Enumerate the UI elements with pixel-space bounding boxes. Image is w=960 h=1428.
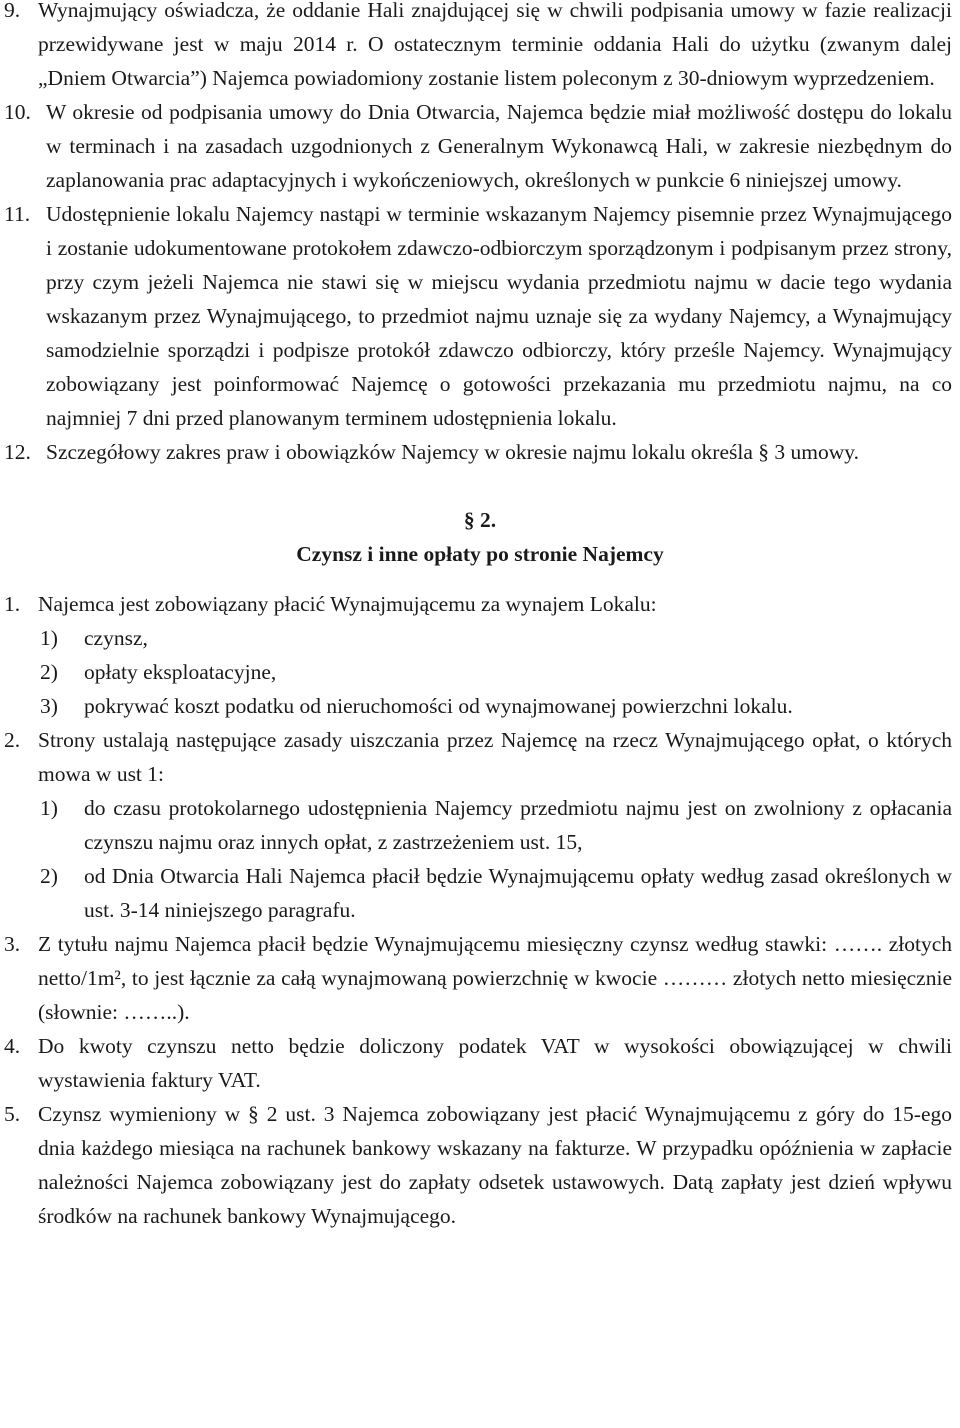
paragraph-10 (4, 95, 952, 197)
paragraph-text: Z tytułu najmu Najemca płacił będzie Wynajmującemu miesięczny czynsz według stawki: ……. złotych netto/1m², to jest łącznie za całą wynajmowaną powierzchnię w kwocie ……… złotych netto miesięcznie (słownie: ……..). (38, 932, 952, 1024)
paragraph-3 (4, 927, 952, 1029)
paragraph-text: Wynajmujący oświadcza, że oddanie Hali znajdującej się w chwili podpisania umowy w fazie realizacji przewidywane jest w maju 2014 r. O ostatecznym terminie oddania Hali do użytku (zwanym dalej „Dniem Otwarcia”) Najemca powiadomiony zostanie listem poleconym z 30-dniowym wyprzedzeniem. (38, 0, 952, 90)
paragraph-number: 11. (4, 202, 31, 226)
paragraph-text: Strony ustalają następujące zasady uiszczania przez Najemcę na rzecz Wynajmującego opłat, o których mowa w ust 1: (38, 728, 952, 786)
paragraph-number: 10. (4, 100, 31, 124)
list-item-number: 1) (40, 796, 58, 820)
paragraph-text: Do kwoty czynszu netto będzie doliczony podatek VAT w wysokości obowiązującej w chwili wystawienia faktury VAT. (38, 1034, 952, 1092)
section-title: Czynsz i inne opłaty po stronie Najemcy (296, 542, 664, 566)
paragraph-number: 9. (4, 0, 21, 22)
paragraph-1 (4, 587, 952, 621)
list-item-text: czynsz, (84, 626, 148, 650)
paragraph-9 (4, 0, 952, 95)
paragraph-12 (4, 435, 952, 469)
paragraph-text: Najemca jest zobowiązany płacić Wynajmującemu za wynajem Lokalu: (38, 592, 657, 616)
paragraph-text: Czynsz wymieniony w § 2 ust. 3 Najemca zobowiązany jest płacić Wynajmującemu z góry do 15-ego dnia każdego miesiąca na rachunek bankowy wskazany na fakturze. W przypadku opóźnienia w zapłacie należności Najemca zobowiązany jest do zapłaty odsetek ustawowych. Datą zapłaty jest dzień wpływu środków na rachunek bankowy Wynajmującego. (38, 1102, 952, 1228)
paragraph-number: 5. (4, 1102, 21, 1126)
paragraph-5 (4, 1097, 952, 1233)
list-item (8, 621, 952, 655)
list-item-text: opłaty eksploatacyjne, (84, 660, 277, 684)
list-item-number: 1) (40, 626, 58, 650)
list-item-text: do czasu protokolarnego udostępnienia Najemcy przedmiotu najmu jest on zwolniony z opłacania czynszu najmu oraz innych opłat, z zastrzeżeniem ust. 15, (84, 796, 952, 854)
list-item (8, 689, 952, 723)
paragraph-number: 3. (4, 932, 21, 956)
section-number: § 2. (463, 508, 497, 532)
list-item (8, 655, 952, 689)
list-item-number: 2) (40, 660, 58, 684)
list-item-text: od Dnia Otwarcia Hali Najemca płacił będzie Wynajmującemu opłaty według zasad określonych w ust. 3-14 niniejszego paragrafu. (84, 864, 952, 922)
list-item (8, 791, 952, 859)
list-item-number: 3) (40, 694, 58, 718)
list-item-number: 2) (40, 864, 58, 888)
paragraph-text: Szczegółowy zakres praw i obowiązków Najemcy w okresie najmu lokalu określa § 3 umowy. (46, 440, 859, 464)
paragraph-4 (4, 1029, 952, 1097)
list-item-text: pokrywać koszt podatku od nieruchomości od wynajmowanej powierzchni lokalu. (84, 694, 793, 718)
paragraph-text: Udostępnienie lokalu Najemcy nastąpi w terminie wskazanym Najemcy pisemnie przez Wynajmującego i zostanie udokumentowane protokołem zdawczo-odbiorczym sporządzonym i podpisanym przez strony, przy czym jeżeli Najemca nie stawi się w miejscu wydania przedmiotu najmu w dacie tego wydania wskazanym przez Wynajmującego, to przedmiot najmu uznaje się za wydany Najemcy, a Wynajmujący samodzielnie sporządzi i podpisze protokół zdawczo odbiorczy, który prześle Najemcy. Wynajmujący zobowiązany jest poinformować Najemcę o gotowości przekazania mu przedmiotu najmu, na co najmniej 7 dni przed planowanym terminem udostępnienia lokalu. (46, 202, 952, 430)
paragraph-number: 12. (4, 440, 31, 464)
paragraph-number: 1. (4, 592, 21, 616)
paragraph-2 (4, 723, 952, 791)
paragraph-number: 2. (4, 728, 21, 752)
list-item (8, 859, 952, 927)
paragraph-11 (4, 197, 952, 435)
paragraph-text: W okresie od podpisania umowy do Dnia Otwarcia, Najemca będzie miał możliwość dostępu do lokalu w terminach i na zasadach uzgodnionych z Generalnym Wykonawcą Hali, w zakresie niezbędnym do zaplanowania prac adaptacyjnych i wykończeniowych, określonych w punkcie 6 niniejszej umowy. (46, 100, 952, 192)
paragraph-number: 4. (4, 1034, 21, 1058)
